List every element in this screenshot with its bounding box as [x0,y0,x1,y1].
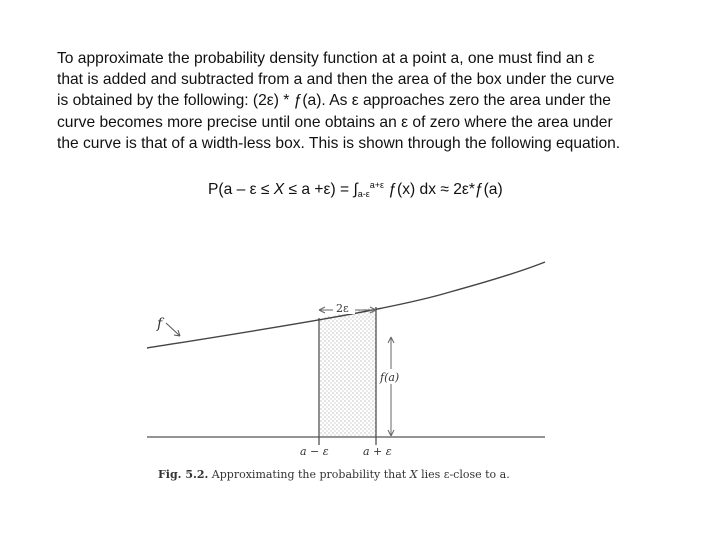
equation-variable: X [273,181,285,198]
paragraph-line-2: that is added and subtracted from a and then the area of the box under the curve [57,71,615,89]
equation-lhs-end: ≤ a +ε) = ∫ [284,181,358,198]
paragraph-line-1: To approximate the probability density function at a point a, one must find an ε [57,50,595,67]
shaded-area-box [319,307,376,437]
curve-label-arrow [166,323,180,336]
height-label: f(a) [380,371,400,384]
right-tick-label: a + ε [363,445,392,458]
caption-prefix: Fig. 5.2. [158,468,209,481]
equation-lhs-start: P(a – ε ≤ [208,181,274,198]
paragraph-line-5: the curve is that of a width-less box. This is shown through the following equation. [57,134,621,152]
left-tick-label: a − ε [300,445,329,458]
integral-lower-limit: a-ε [357,189,370,199]
curve-label: f [157,316,163,332]
caption-suffix: lies ε-close to a. [417,468,510,481]
figure-caption [158,468,510,481]
paragraph-line-4: curve becomes more precise until one obtains an ε of zero where the area under [57,113,613,131]
width-label: 2ε [336,302,349,315]
caption-variable: X [409,468,418,481]
paragraph-line-3: is obtained by the following: (2ε) * ƒ(a). As ε approaches zero the area under the [57,92,611,110]
equation-rhs: ƒ(x) dx ≈ 2ε*ƒ(a) [384,181,503,198]
caption-text: Approximating the probability that [208,468,410,481]
integral-upper-limit: a+ε [369,180,385,190]
